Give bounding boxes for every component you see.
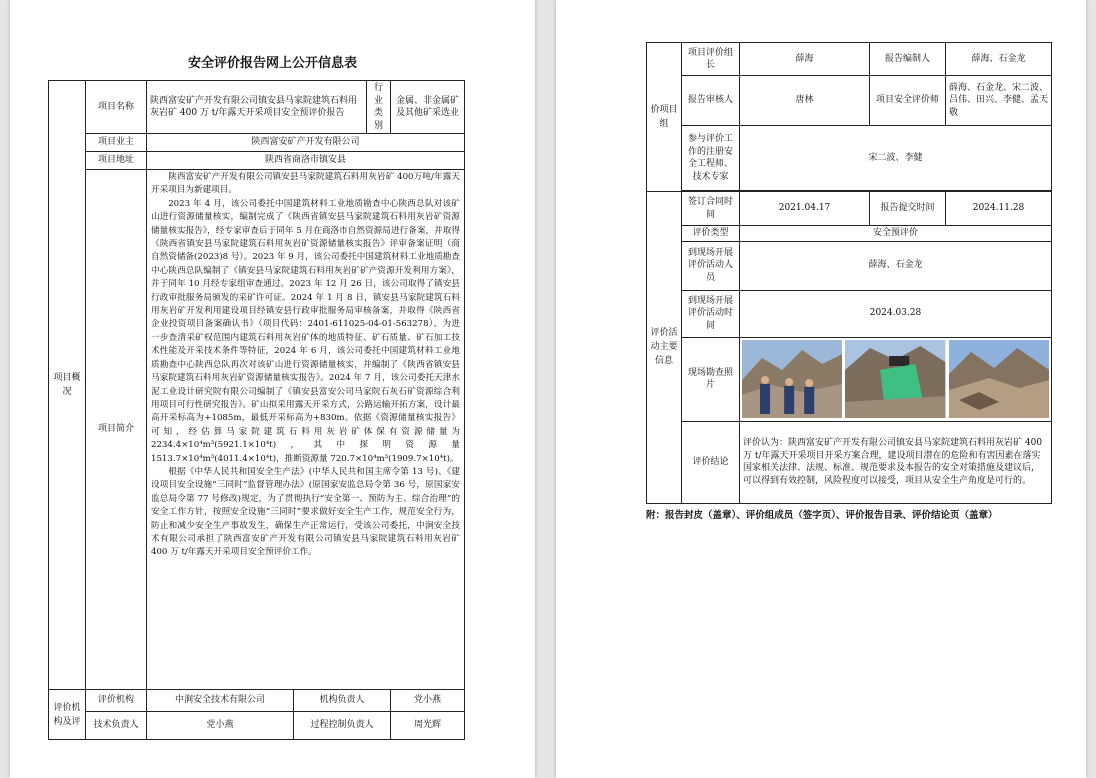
photos-label: 现场勘查照片	[682, 337, 740, 421]
eval-org-group-label: 评价机构及评	[49, 690, 86, 740]
reviewer-value: 唐林	[740, 76, 870, 126]
eval-org-value: 中涧安全技术有限公司	[147, 690, 294, 712]
type-label: 评价类型	[682, 226, 740, 242]
org-head-label: 机构负责人	[294, 690, 391, 712]
type-value: 安全预评价	[740, 226, 1052, 242]
intro-text	[147, 170, 465, 690]
process-control-value: 周光辉	[391, 712, 465, 740]
team-label: 价项目组	[647, 43, 682, 192]
owner-label: 项目业主	[86, 134, 147, 152]
process-control-label: 过程控制负责人	[294, 712, 391, 740]
footnote: 附：报告封皮（盖章）、评价组成员（签字页）、评价报告目录、评价结论页（盖章）	[646, 510, 998, 521]
engineers-value: 宋二波、李健	[740, 126, 1052, 191]
site-staff-label: 到现场开展评价活动人员	[682, 241, 740, 290]
engineers-label: 参与评价工作的注册安全工程师、技术专家	[682, 126, 740, 191]
intro-paragraph: 陕西富安矿产开发有限公司镇安县马家院建筑石料用灰岩矿 400万吨/年露天开采项目为新建项目。	[151, 172, 461, 196]
editor-value: 薛海、石金龙	[946, 43, 1052, 76]
address-value: 陕西省商洛市镇安县	[147, 152, 465, 170]
activity-label: 评价活动主要信息	[647, 192, 682, 504]
intro-paragraph: 2023 年 4 月，该公司委托中国建筑材料工业地质勘查中心陕西总队对该矿山进行资源储量核实，编制完成了《陕西省镇安县马家院建筑石料用灰岩矿资源储量核实报告》，经专家审查后于同年 5 月在商洛市自然资源局进行备案，并取得《陕西省镇安县马家院建筑石料用灰岩矿资源储量核实报告》评审备案证明（商自然资储备(2023)8 号）。2023 年 9 月，该公司委托中国建筑材料工业地质勘查中心陕西总队编制了《镇安县马家院建筑石料用灰岩矿矿产资源开发利用方案》，并于同年 10 月经专家组审查通过。2023 年 12 月 26 日，该公司取得了镇安县行政审批服务局颁发的采矿许可证。2024 年 1 月 8 日，镇安县马家院建筑石料用灰岩矿开发利用建设项目经镇安县行政审批服务局审核备案，并取得《陕西省企业投资项目备案确认书》（项目代码：2401-611025-04-01-563278）。为进一步查清采矿权范围内建筑石料用灰岩矿体的地质特征、矿石质量、矿石加工技术性能及开采技术条件等特征，2024 年 6 月，该公司委托中国建筑材料工业地质勘查中心陕西总队再次对该矿山进行资源储量核实，并编制了《陕西省镇安县马家院建筑石料用灰岩矿资源储量核实报告》。2024 年 7 月，该公司委托天津水泥工业设计研究院有限公司编制了《镇安县富安公司马家院石灰石矿资源综合利用项目可行性研究报告》。矿山拟采用露天开采方式，公路运输开拓方案，设计最高开采标高为+1085m，最低开采标高为+830m。依据《资源储量核实报告》可知，经估算马家院建筑石料用灰岩矿体保有资源储量为 2234.4×10⁴m³(5921.1×10⁴t)，其中探明资源量 1513.7×10⁴m³(4011.4×10⁴t)，推断资源量 720.7×10⁴m³(1909.7×10⁴t)。	[151, 198, 461, 464]
submit-label: 报告提交时间	[870, 192, 946, 226]
disclosure-table	[48, 80, 465, 740]
org-head-value: 党小燕	[391, 690, 465, 712]
conclusion-value: 评价认为：陕西富安矿产开发有限公司镇安县马家院建筑石料用灰岩矿 400 万 t/年露天开采项目开采方案合理，建设项目潜在的危险和有害因素在落实国家相关法律、法规、标准、规范要求及本报告的安全对策措施及建议后，可以得到有效控制，风险程度可以接受，项目从安全生产角度是可行的。	[740, 421, 1052, 503]
contract-value: 2021.04.17	[740, 192, 870, 226]
conclusion-label: 评价结论	[682, 421, 740, 503]
site-photo-slope	[845, 340, 945, 418]
evaluator-value: 薛海、石金龙、宋二波、吕伟、田兴、李健、孟天敬	[946, 76, 1052, 126]
submit-value: 2024.11.28	[946, 192, 1052, 226]
overview-label: 项目概况	[49, 81, 86, 690]
contract-label: 签订合同时间	[682, 192, 740, 226]
project-name-label: 项目名称	[86, 81, 147, 134]
page-title: 安全评价报告网上公开信息表	[187, 56, 357, 71]
evaluator-label: 项目安全评价师	[870, 76, 946, 126]
eval-org-label: 评价机构	[86, 690, 147, 712]
intro-label: 项目简介	[86, 170, 147, 690]
tech-lead-value: 党小燕	[147, 712, 294, 740]
photos-cell	[740, 337, 1052, 421]
site-photo-workers	[742, 340, 842, 418]
document-page-right	[556, 0, 1086, 778]
site-time-value: 2024.03.28	[740, 290, 1052, 337]
leader-value: 薛海	[740, 43, 870, 76]
owner-value: 陕西富安矿产开发有限公司	[147, 134, 465, 152]
eval-info-table	[646, 42, 1052, 504]
tech-lead-label: 技术负责人	[86, 712, 147, 740]
industry-label: 行业类别	[367, 81, 391, 134]
site-photo-mountain	[949, 340, 1049, 418]
reviewer-label: 报告审核人	[682, 76, 740, 126]
project-name-value: 陕西富安矿产开发有限公司镇安县马家院建筑石料用灰岩矿 400 万 t/年露天开采项目安全预评价报告	[147, 81, 367, 134]
document-page-left	[10, 0, 535, 778]
leader-label: 项目评价组长	[682, 43, 740, 76]
editor-label: 报告编制人	[870, 43, 946, 76]
address-label: 项目地址	[86, 152, 147, 170]
intro-paragraph: 根据《中华人民共和国安全生产法》(中华人民共和国主席令第 13 号)、《建设项目安全设施“三同时”监督管理办法》(原国家安监总局令第 36 号，原国家安监总局令第 77 号修改)规定，为了贯彻执行“安全第一、预防为主、综合治理”的安全工作方针，按照安全设施“三同时”要求做好安全生产工作，规范安全行为，防止和减少安全生产事故发生，确保生产正常运行，受该公司委托，中涧安全技术有限公司承担了陕西富安矿产开发有限公司镇安县马家院建筑石料用灰岩矿 400 万 t/年露天开采项目安全预评价工作。	[151, 466, 461, 558]
industry-value: 金属、非金属矿及其他矿采选业	[391, 81, 465, 134]
site-time-label: 到现场开展评价活动时间	[682, 290, 740, 337]
site-staff-value: 薛海、石金龙	[740, 241, 1052, 290]
